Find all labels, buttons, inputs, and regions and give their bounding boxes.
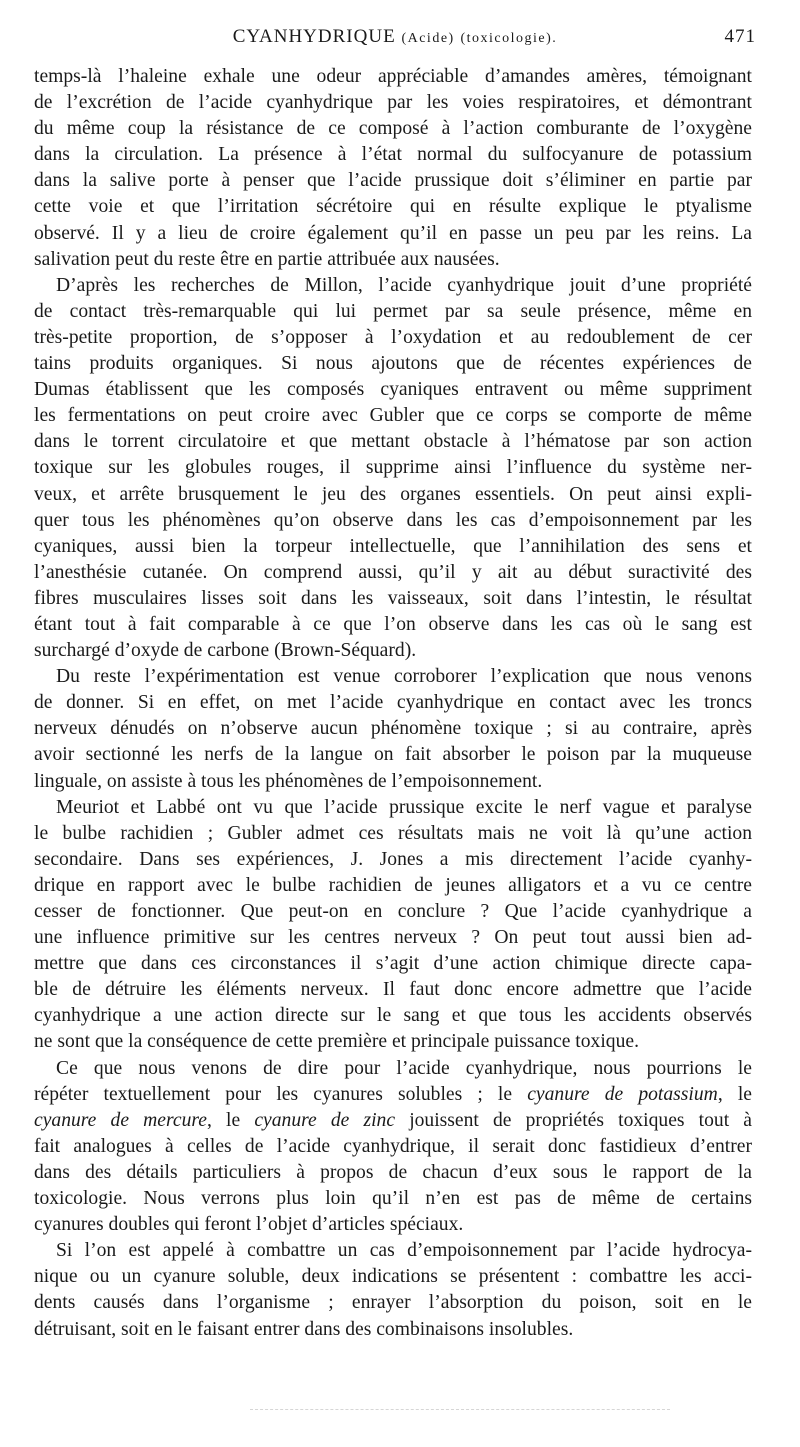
text-segment: , le — [207, 1109, 255, 1131]
text-line — [34, 1186, 752, 1212]
text-line — [34, 1160, 752, 1186]
text-line: nerveux dénudés on n’observe aucun phénomène toxique ; si au contraire, après — [34, 718, 752, 740]
header-title-main: CYANHYDRIQUE — [232, 26, 396, 47]
text-line: drique en rapport avec le bulbe rachidien de jeunes alligators et a vu ce centre — [34, 874, 752, 896]
text-segment: dans des détails particuliers à propos de chacun d’eux sous le rapport de la — [34, 1161, 752, 1183]
text-line: secondaire. Dans ses expériences, J. Jones a mis directement l’acide cyanhy- — [34, 848, 752, 870]
page-body — [34, 64, 752, 1343]
text-segment: toxicologie. Nous verrons plus loin qu’il n’en est pas de même de certains — [34, 1188, 752, 1210]
text-segment: répéter textuellement pour les cyanures solubles ; le — [34, 1083, 528, 1105]
text-line: dans la circulation. La présence à l’état normal du sulfocyanure de potassium — [34, 144, 752, 166]
text-line: surchargé d’oxyde de carbone (Brown-Séquard). — [34, 640, 417, 662]
text-line: cyaniques, aussi bien la torpeur intellectuelle, que l’annihilation des sens et — [34, 535, 752, 557]
running-header — [34, 26, 756, 56]
text-line: quer tous les phénomènes qu’on observe dans les cas d’empoisonnement par les — [34, 509, 752, 531]
text-line: de donner. Si en effet, on met l’acide cyanhydrique en contact avec les troncs — [34, 692, 752, 714]
text-line — [34, 1212, 752, 1238]
text-line: détruisant, soit en le faisant entrer dans des combinaisons insolubles. — [34, 1318, 574, 1340]
text-segment: fait analogues à celles de l’acide cyanhydrique, il serait donc fastidieux d’entrer — [34, 1135, 752, 1157]
text-line: du même coup la résistance de ce composé à l’action comburante de l’oxygène — [34, 118, 752, 140]
text-segment: cyanures doubles qui feront l’objet d’articles spéciaux. — [34, 1214, 464, 1236]
text-segment: , le — [717, 1083, 752, 1105]
footer-print-marks — [250, 1409, 670, 1414]
paragraph — [34, 664, 752, 794]
text-line: ble de détruire les éléments nerveux. Il faut donc encore admettre que l’acide — [34, 979, 752, 1001]
italic-term: cyanure de mercure — [34, 1109, 207, 1131]
text-line: l’anesthésie cutanée. On comprend aussi, qu’il y ait au début suractivité des — [34, 561, 752, 583]
text-line: cyanhydrique a une action directe sur le sang et que tous les accidents observés — [34, 1005, 752, 1027]
text-line: nique ou un cyanure soluble, deux indications se présentent : combattre les acci- — [34, 1266, 752, 1288]
text-line: mettre que dans ces circonstances il s’agit d’une action chimique directe capa- — [34, 953, 752, 975]
text-segment: jouissent de propriétés toxiques tout à — [395, 1109, 752, 1131]
header-title — [34, 26, 756, 48]
text-line: dents causés dans l’organisme ; enrayer l’absorption du poison, soit en le — [34, 1292, 752, 1314]
header-title-acide: (Acide) — [401, 31, 455, 46]
text-line: D’après les recherches de Millon, l’acide cyanhydrique jouit d’une propriété — [56, 274, 752, 296]
text-line: Si l’on est appelé à combattre un cas d’empoisonnement par l’acide hydrocya- — [56, 1240, 752, 1262]
text-line: veux, et arrête brusquement le jeu des organes essentiels. On peut ainsi expli- — [34, 483, 752, 505]
text-line: les fermentations on peut croire avec Gubler que ce corps se comporte de même — [34, 405, 752, 427]
text-line: toxique sur les globules rouges, il supprime ainsi l’influence du système ner- — [34, 457, 752, 479]
text-line: très-petite proportion, de s’opposer à l’oxydation et au redoublement de cer — [34, 326, 752, 348]
text-line: fibres musculaires lisses soit dans les vaisseaux, soit dans l’intestin, le résultat — [34, 587, 752, 609]
text-line: temps-là l’haleine exhale une odeur appréciable d’amandes amères, témoignant — [34, 66, 752, 87]
text-line — [34, 1056, 752, 1082]
paragraph — [34, 64, 752, 273]
text-line: dans le torrent circulatoire et que mettant obstacle à l’hématose par son action — [34, 431, 752, 453]
paragraph — [34, 1056, 752, 1239]
paragraph — [34, 795, 752, 1056]
text-line — [34, 1108, 752, 1134]
text-line: ne sont que la conséquence de cette première et principale puissance toxique. — [34, 1031, 639, 1053]
paragraph — [34, 1238, 752, 1342]
italic-term: cyanure de zinc — [254, 1109, 396, 1131]
text-line: une influence primitive sur les centres nerveux ? On peut tout aussi bien ad- — [34, 927, 752, 949]
text-line: Du reste l’expérimentation est venue corroborer l’explication que nous venons — [56, 666, 752, 688]
text-line: Dumas établissent que les composés cyaniques entravent ou même suppriment — [34, 379, 752, 401]
page-number: 471 — [724, 26, 756, 47]
text-line: cesser de fonctionner. Que peut-on en conclure ? Que l’acide cyanhydrique a — [34, 901, 752, 922]
text-segment: Ce que nous venons de dire pour l’acide cyanhydrique, nous pourrions le — [56, 1057, 752, 1079]
text-line: avoir sectionné les nerfs de la langue on fait absorber le poison par la muqueuse — [34, 744, 752, 766]
text-line: le bulbe rachidien ; Gubler admet ces résultats mais ne voit là qu’une action — [34, 822, 752, 844]
header-title-toxicologie: (toxicologie). — [460, 31, 558, 46]
text-line: dans la salive porte à penser que l’acide prussique doit s’éliminer en partie par — [34, 170, 752, 192]
text-line — [34, 1082, 752, 1108]
text-line: de contact très-remarquable qui lui permet par sa seule présence, même en — [34, 300, 752, 322]
paragraph — [34, 273, 752, 664]
text-line: de l’excrétion de l’acide cyanhydrique par les voies respiratoires, et démontrant — [34, 92, 752, 114]
text-line: salivation peut du reste être en partie attribuée aux nausées. — [34, 248, 500, 270]
text-line: Meuriot et Labbé ont vu que l’acide prussique excite le nerf vague et paralyse — [56, 796, 752, 818]
text-line: observé. Il y a lieu de croire également qu’il en passe un peu par les reins. La — [34, 222, 752, 244]
text-line: tains produits organiques. Si nous ajoutons que de récentes expériences de — [34, 353, 752, 375]
italic-term: cyanure de potassium — [527, 1083, 718, 1105]
text-line: linguale, on assiste à tous les phénomènes de l’empoisonnement. — [34, 770, 543, 792]
text-line — [34, 1134, 752, 1160]
text-line: cette voie et que l’irritation sécrétoire qui en résulte explique le ptyalisme — [34, 196, 752, 218]
text-line: étant tout à fait comparable à ce que l’on observe dans les cas où le sang est — [34, 613, 752, 635]
